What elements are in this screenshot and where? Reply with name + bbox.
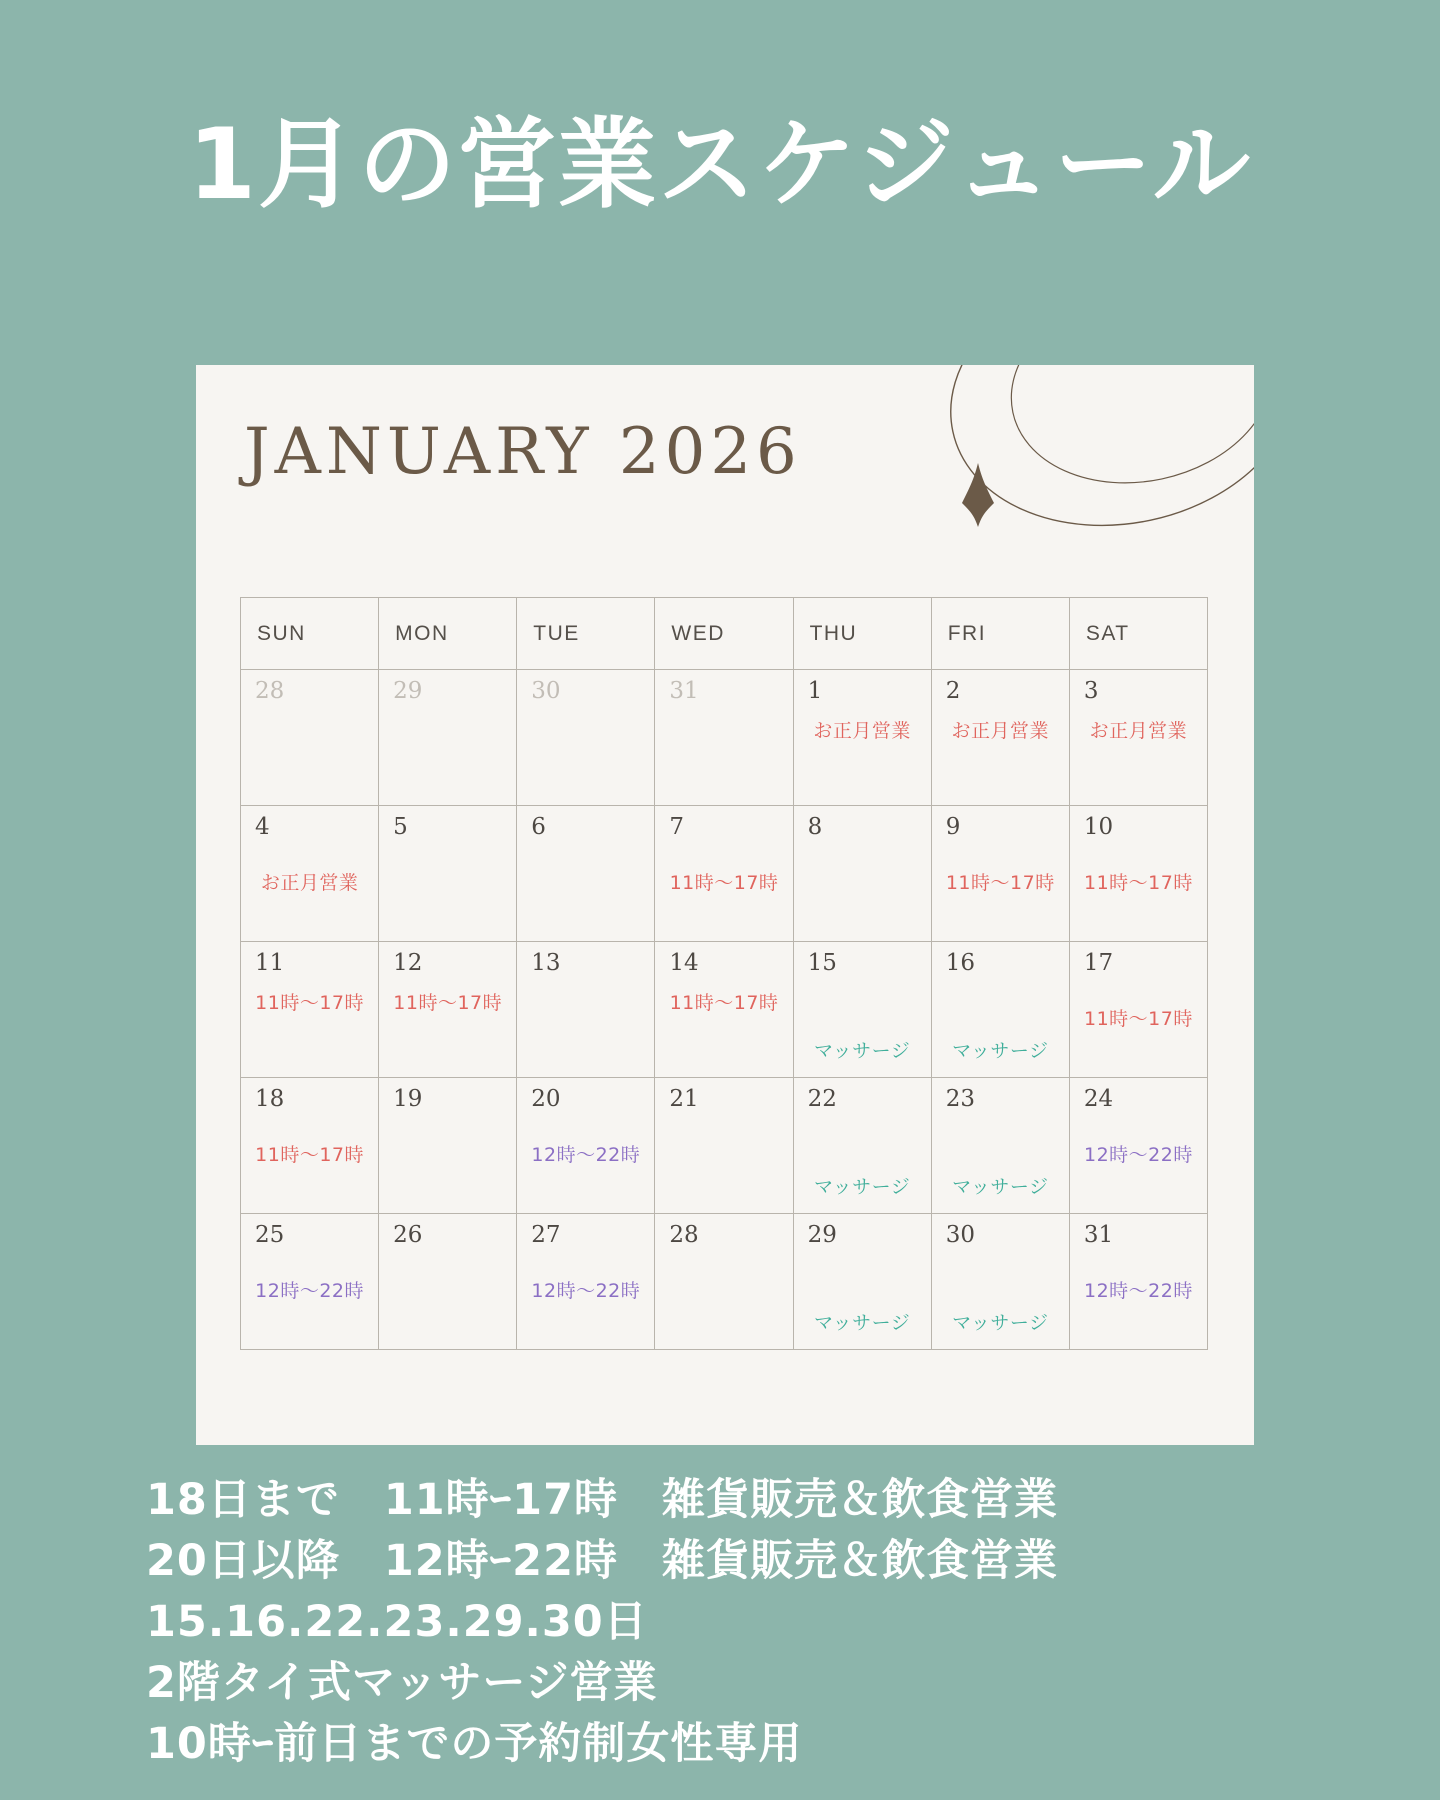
calendar-day-number: 27 bbox=[531, 1222, 561, 1248]
footer-line-3: 15.16.22.23.29.30日 bbox=[146, 1597, 648, 1648]
calendar-day-note: 12時〜22時 bbox=[531, 1144, 641, 1166]
calendar-day-number: 24 bbox=[1083, 1086, 1114, 1112]
calendar-week-row bbox=[241, 670, 1208, 806]
calendar-day-number: 23 bbox=[945, 1086, 975, 1112]
calendar-day-note: 11時〜17時 bbox=[255, 1144, 364, 1166]
calendar-day-note: 11時〜17時 bbox=[255, 992, 364, 1014]
calendar-day-note: 12時〜22時 bbox=[1083, 1144, 1193, 1166]
calendar-day-note: マッサージ bbox=[813, 1040, 911, 1062]
calendar-day-cell[interactable] bbox=[931, 1078, 1069, 1214]
calendar-table bbox=[240, 597, 1208, 1350]
calendar-day-cell[interactable] bbox=[655, 670, 793, 806]
calendar-day-number: 30 bbox=[531, 678, 561, 704]
calendar-day-note: 11時〜17時 bbox=[1083, 1008, 1193, 1030]
calendar-day-number: 6 bbox=[531, 814, 546, 840]
calendar-day-cell[interactable] bbox=[517, 942, 655, 1078]
calendar-day-number: 29 bbox=[393, 678, 423, 704]
weekday-header-tue: TUE bbox=[517, 598, 655, 670]
calendar-week-row bbox=[241, 942, 1208, 1078]
calendar-day-number: 3 bbox=[1083, 678, 1099, 704]
weekday-header-fri: FRI bbox=[931, 598, 1069, 670]
calendar-day-cell[interactable] bbox=[1069, 1214, 1207, 1350]
calendar-day-number: 4 bbox=[255, 814, 270, 840]
calendar-day-note: 11時〜17時 bbox=[945, 872, 1055, 894]
footer-line-2: 20日以降 12時ｰ22時 雑貨販売＆飲食営業 bbox=[146, 1536, 1059, 1587]
calendar-day-note: お正月営業 bbox=[260, 872, 359, 894]
calendar-day-cell[interactable] bbox=[241, 806, 379, 942]
calendar-day-cell[interactable] bbox=[241, 1214, 379, 1350]
footer-line-5: 10時ｰ前日までの予約制女性専用 bbox=[146, 1719, 803, 1770]
calendar-day-cell[interactable] bbox=[517, 1214, 655, 1350]
weekday-header-wed: WED bbox=[655, 598, 793, 670]
calendar-day-number: 20 bbox=[531, 1086, 561, 1112]
calendar-day-number: 19 bbox=[393, 1086, 423, 1112]
footer-notes bbox=[0, 1470, 1440, 1775]
calendar-day-number: 11 bbox=[255, 950, 285, 976]
calendar-day-number: 15 bbox=[807, 950, 837, 976]
weekday-header-sun: SUN bbox=[241, 598, 379, 670]
weekday-header-sat: SAT bbox=[1069, 598, 1207, 670]
calendar-day-cell[interactable] bbox=[379, 1214, 517, 1350]
calendar-day-cell[interactable] bbox=[655, 1078, 793, 1214]
calendar-day-number: 25 bbox=[255, 1222, 285, 1248]
calendar-day-number: 5 bbox=[393, 814, 408, 840]
calendar-day-cell[interactable] bbox=[931, 942, 1069, 1078]
calendar-day-number: 26 bbox=[393, 1222, 423, 1248]
calendar-day-note: 12時〜22時 bbox=[531, 1280, 641, 1302]
calendar-day-number: 22 bbox=[807, 1086, 837, 1112]
calendar-day-cell[interactable] bbox=[793, 942, 931, 1078]
weekday-header-mon: MON bbox=[379, 598, 517, 670]
calendar-day-number: 10 bbox=[1083, 814, 1114, 840]
calendar-day-cell[interactable] bbox=[793, 1214, 931, 1350]
calendar-day-cell[interactable] bbox=[655, 942, 793, 1078]
calendar-day-cell[interactable] bbox=[241, 670, 379, 806]
swirl-decoration-icon bbox=[874, 365, 1254, 605]
calendar-day-note: マッサージ bbox=[952, 1040, 1049, 1062]
calendar-day-cell[interactable] bbox=[655, 806, 793, 942]
calendar-day-cell[interactable] bbox=[379, 806, 517, 942]
calendar-day-number: 9 bbox=[945, 814, 961, 840]
calendar-day-number: 31 bbox=[669, 678, 699, 704]
calendar-day-number: 2 bbox=[945, 678, 961, 704]
calendar-day-note: 11時〜17時 bbox=[393, 992, 503, 1014]
calendar-day-note: お正月営業 bbox=[1089, 720, 1188, 742]
footer-line-4: 2階タイ式マッサージ営業 bbox=[146, 1658, 658, 1709]
calendar-day-note: マッサージ bbox=[813, 1312, 911, 1334]
calendar-card bbox=[196, 365, 1254, 1445]
calendar-day-cell[interactable] bbox=[517, 1078, 655, 1214]
calendar-week-row bbox=[241, 1214, 1208, 1350]
calendar-day-cell[interactable] bbox=[931, 1214, 1069, 1350]
calendar-day-number: 17 bbox=[1083, 950, 1114, 976]
calendar-day-cell[interactable] bbox=[517, 670, 655, 806]
calendar-day-cell[interactable] bbox=[931, 670, 1069, 806]
calendar-day-number: 28 bbox=[669, 1222, 699, 1248]
calendar-day-cell[interactable] bbox=[517, 806, 655, 942]
calendar-day-cell[interactable] bbox=[1069, 670, 1207, 806]
calendar-day-note: マッサージ bbox=[813, 1176, 911, 1198]
calendar-day-note: マッサージ bbox=[952, 1312, 1049, 1334]
calendar-month-title: JANUARY 2026 bbox=[244, 415, 802, 489]
calendar-day-cell[interactable] bbox=[793, 1078, 931, 1214]
footer-line-1: 18日まで 11時ｰ17時 雑貨販売＆飲食営業 bbox=[146, 1475, 1059, 1525]
calendar-day-number: 29 bbox=[807, 1222, 837, 1248]
calendar-day-number: 12 bbox=[393, 950, 423, 976]
calendar-day-number: 7 bbox=[669, 814, 685, 840]
calendar-day-cell[interactable] bbox=[379, 1078, 517, 1214]
calendar-day-cell[interactable] bbox=[793, 670, 931, 806]
calendar-day-number: 14 bbox=[669, 950, 699, 976]
calendar-day-note: 11時〜17時 bbox=[669, 872, 779, 894]
calendar-day-cell[interactable] bbox=[1069, 1078, 1207, 1214]
calendar-day-note: 12時〜22時 bbox=[1083, 1280, 1193, 1302]
calendar-day-number: 13 bbox=[531, 950, 561, 976]
calendar-day-number: 28 bbox=[255, 678, 285, 704]
calendar-day-note: 12時〜22時 bbox=[255, 1280, 364, 1302]
calendar-day-cell[interactable] bbox=[241, 1078, 379, 1214]
calendar-day-cell[interactable] bbox=[655, 1214, 793, 1350]
weekday-header-thu: THU bbox=[793, 598, 931, 670]
calendar-day-number: 1 bbox=[807, 678, 823, 704]
calendar-day-cell[interactable] bbox=[1069, 942, 1207, 1078]
calendar-day-cell[interactable] bbox=[793, 806, 931, 942]
page-title: 1月の営業スケジュール bbox=[187, 108, 1253, 222]
calendar-day-number: 21 bbox=[669, 1086, 699, 1112]
calendar-day-note: お正月営業 bbox=[951, 720, 1050, 742]
calendar-day-cell[interactable] bbox=[1069, 806, 1207, 942]
calendar-week-row bbox=[241, 806, 1208, 942]
calendar-day-cell[interactable] bbox=[931, 806, 1069, 942]
calendar-day-number: 8 bbox=[807, 814, 823, 840]
calendar-week-row bbox=[241, 1078, 1208, 1214]
calendar-day-number: 16 bbox=[945, 950, 975, 976]
calendar-header-row bbox=[241, 598, 1208, 670]
calendar-day-number: 18 bbox=[255, 1086, 285, 1112]
calendar-day-note: マッサージ bbox=[952, 1176, 1049, 1198]
calendar-day-number: 31 bbox=[1083, 1222, 1114, 1248]
calendar-day-cell[interactable] bbox=[379, 942, 517, 1078]
calendar-day-cell[interactable] bbox=[379, 670, 517, 806]
calendar-day-number: 30 bbox=[945, 1222, 975, 1248]
calendar-day-note: 11時〜17時 bbox=[1083, 872, 1193, 894]
calendar-day-note: お正月営業 bbox=[813, 720, 911, 742]
calendar-day-cell[interactable] bbox=[241, 942, 379, 1078]
calendar-day-note: 11時〜17時 bbox=[669, 992, 779, 1014]
